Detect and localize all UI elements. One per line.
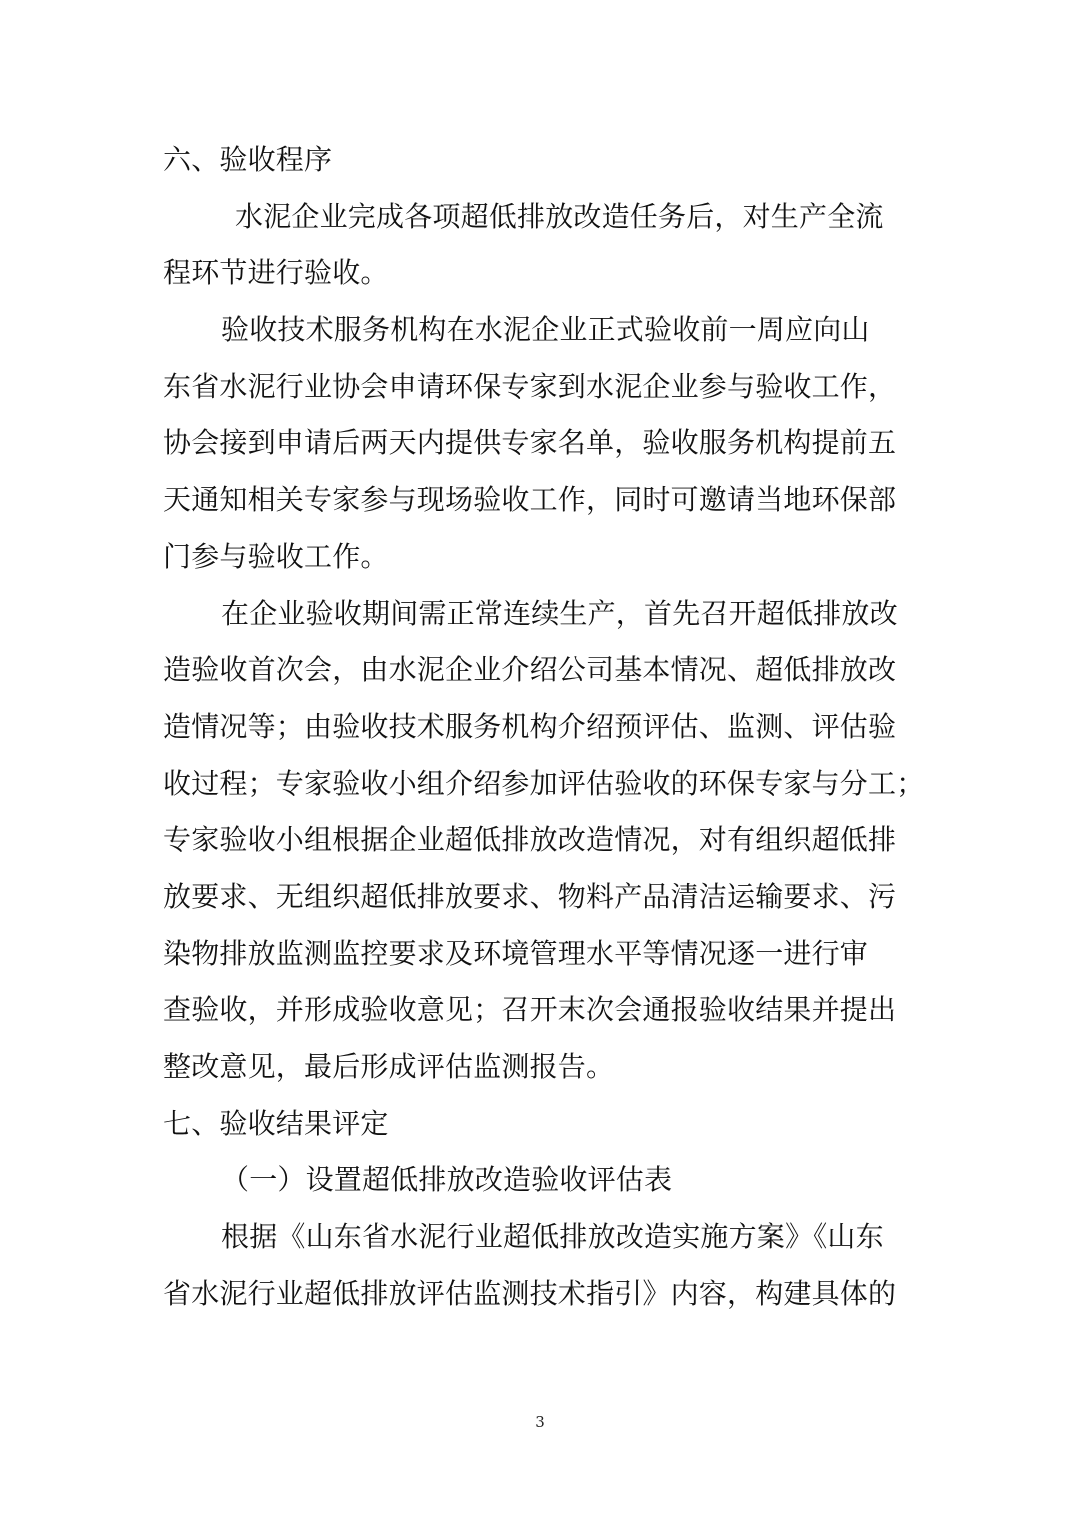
- paragraph-line: 造情况等；由验收技术服务机构介绍预评估、监测、评估验: [163, 709, 897, 743]
- paragraph-line: 水泥企业完成各项超低排放改造任务后，对生产全流: [235, 199, 884, 233]
- paragraph-line: 整改意见，最后形成评估监测报告。: [163, 1050, 615, 1083]
- paragraph-line: 染物排放监测监控要求及环境管理水平等情况逐一进行审: [163, 936, 869, 970]
- paragraph-line: 放要求、无组织超低排放要求、物料产品清洁运输要求、污: [163, 879, 897, 913]
- paragraph-line: 程环节进行验收。: [163, 256, 389, 290]
- paragraph-line: 省水泥行业超低排放评估监测技术指引》内容，构建具体的: [163, 1276, 897, 1310]
- section-heading-seven: 七、验收结果评定: [163, 1106, 389, 1140]
- subsection-heading: （一）设置超低排放改造验收评估表: [221, 1163, 673, 1197]
- paragraph-line: 收过程；专家验收小组介绍参加评估验收的环保专家与分工；: [163, 766, 925, 800]
- paragraph-line: 天通知相关专家参与现场验收工作，同时可邀请当地环保部: [163, 483, 897, 517]
- paragraph-line: 查验收，并形成验收意见；召开末次会通报验收结果并提出: [163, 993, 897, 1027]
- paragraph-line: 专家验收小组根据企业超低排放改造情况，对有组织超低排: [163, 823, 897, 857]
- paragraph-line: 在企业验收期间需正常连续生产，首先召开超低排放改: [221, 596, 898, 630]
- paragraph-line: 东省水泥行业协会申请环保专家到水泥企业参与验收工作，: [163, 369, 897, 403]
- paragraph-line: 验收技术服务机构在水泥企业正式验收前一周应向山: [221, 313, 870, 347]
- page-number: 3: [535, 1413, 545, 1431]
- paragraph-line: 门参与验收工作。: [163, 539, 389, 573]
- paragraph-line: 根据《山东省水泥行业超低排放改造实施方案》《山东: [221, 1220, 884, 1254]
- paragraph-line: 造验收首次会，由水泥企业介绍公司基本情况、超低排放改: [163, 653, 897, 687]
- paragraph-line: 协会接到申请后两天内提供专家名单，验收服务机构提前五: [163, 426, 897, 460]
- document-body: [163, 132, 923, 1322]
- section-heading-six: 六、验收程序: [163, 143, 333, 176]
